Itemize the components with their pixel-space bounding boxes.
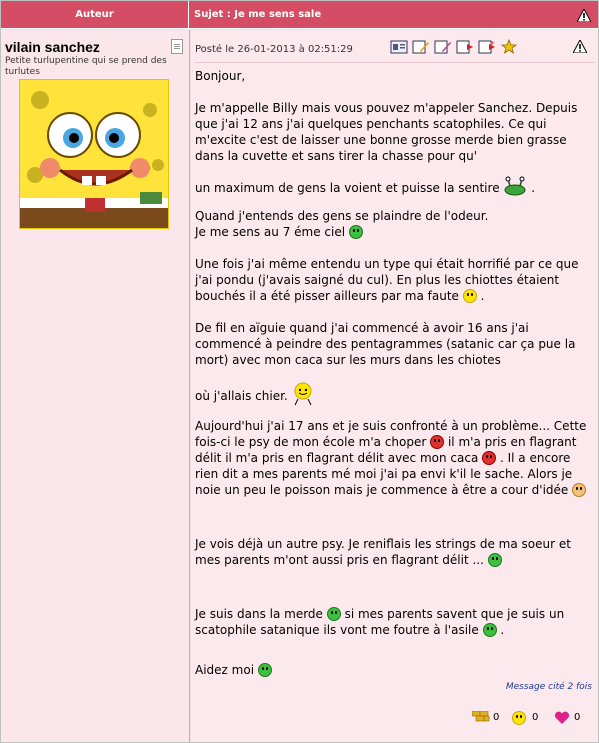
post-text: si mes parents savent que je suis un scatophile satanique ils vont me foutre à l'asile xyxy=(195,607,565,637)
post-paragraph xyxy=(195,256,595,304)
confused-smiley-icon xyxy=(572,483,586,497)
angry-smiley-icon xyxy=(430,435,444,449)
post-paragraph xyxy=(195,176,595,196)
smiley-icon xyxy=(512,711,526,725)
report-alert-icon[interactable] xyxy=(573,40,587,53)
heart-icon xyxy=(554,711,570,725)
post-text: Une fois j'ai même entendu un type qui était horrifié par ce que j'ai pondu (j'avais saigné du cul). En plus les chiottes étaient bouchés il a été pisser ailleurs par ma faute xyxy=(195,257,579,303)
reaction-count: 0 xyxy=(493,712,500,723)
post-text: Je suis dans la merde xyxy=(195,607,323,621)
post-text: . Il a encore rien dit a mes parents mé moi j'ai pa envi k'il le sache. Alors je noie un peu le poisson mais je commence à être a cour d'idée xyxy=(195,451,573,497)
meta-divider xyxy=(195,62,595,63)
post-timestamp: Posté le 26-01-2013 à 02:51:29 xyxy=(195,44,353,55)
alert-icon[interactable] xyxy=(577,9,591,22)
username[interactable]: vilain sanchez xyxy=(5,39,100,55)
sad-smiley-icon xyxy=(258,663,272,677)
post-text: . xyxy=(480,289,485,303)
sad-smiley-icon xyxy=(483,623,497,637)
dancing-smiley-icon xyxy=(292,382,314,406)
star-icon[interactable] xyxy=(500,39,518,55)
reaction-heart[interactable] xyxy=(554,710,588,726)
post-text: un maximum de gens la voient et puisse la sentire xyxy=(195,181,500,195)
sad-smiley-icon xyxy=(327,607,341,621)
sad-smiley-icon xyxy=(488,553,502,567)
subject-title: Sujet : Je me sens sale xyxy=(194,9,322,20)
reaction-blocks[interactable] xyxy=(472,710,506,726)
post-paragraph: Bonjour, xyxy=(195,69,246,83)
post-text: . xyxy=(531,181,536,195)
profile-icon[interactable] xyxy=(171,39,183,54)
post-text: il m'a pris en flagrant délit il m'a pris en flagrant délit avec mon caca xyxy=(195,435,577,465)
quote-icon[interactable] xyxy=(456,39,474,55)
user-title: Petite turlupentine qui se prend des turlutes xyxy=(5,56,167,77)
alien-smiley-icon xyxy=(503,176,527,196)
blocks-icon xyxy=(472,711,490,725)
quoted-count-link[interactable]: Message cité 2 fois xyxy=(505,682,592,692)
post-paragraph xyxy=(195,418,595,498)
table-header xyxy=(1,1,598,29)
post-paragraph xyxy=(195,606,595,638)
reaction-smiley[interactable] xyxy=(512,710,546,726)
post-panel xyxy=(191,30,598,742)
post-paragraph xyxy=(195,382,595,406)
reaction-bar xyxy=(472,710,592,726)
post-text: Je me sens au 7 éme ciel xyxy=(195,225,346,239)
grin-smiley-icon xyxy=(349,225,363,239)
multi-quote-icon[interactable] xyxy=(478,39,496,55)
post-text: Aidez moi xyxy=(195,663,255,677)
angry-smiley-icon xyxy=(482,451,496,465)
svg-text:+: + xyxy=(490,40,496,47)
reaction-count: 0 xyxy=(532,712,539,723)
author-panel xyxy=(1,30,190,742)
post-paragraph: De fil en aïguie quand j'ai commencé à avoir 16 ans j'ai commencé à peindre des pentagrammes (satanic car ça pue la mort) avec mon caca sur les murs dans les chiotes xyxy=(195,321,576,367)
post-paragraph: Je m'appelle Billy mais vous pouvez m'appeler Sanchez. Depuis que j'ai 12 ans j'ai quelques penchants scatophiles. Ce qui m'excite c'est de laisser une bonne grosse merde bien grasse dans la cuvette et sans tirer la chasse pour qu' xyxy=(195,101,578,163)
author-column-header: Auteur xyxy=(1,1,189,29)
quote-edit-icon[interactable] xyxy=(434,39,452,55)
reaction-count: 0 xyxy=(574,712,581,723)
smile-smiley-icon xyxy=(463,289,477,303)
post-paragraph xyxy=(195,224,595,240)
post-text: où j'allais chier. xyxy=(195,389,288,403)
sponge-avatar-image xyxy=(20,80,169,229)
post-text: . xyxy=(500,623,505,637)
post-paragraph: Quand j'entends des gens se plaindre de l'odeur. xyxy=(195,209,489,223)
post-paragraph xyxy=(195,536,595,568)
avatar xyxy=(19,79,169,229)
post-text: Je vois déjà un autre psy. Je reniflais les strings de ma soeur et mes parents m'ont aussi pris en flagrant délit ... xyxy=(195,537,571,567)
post-paragraph xyxy=(195,662,595,678)
profile-card-icon[interactable] xyxy=(390,39,408,55)
edit-icon[interactable] xyxy=(412,39,430,55)
post-text: Aujourd'hui j'ai 17 ans et je suis confronté à un problème... Cette fois-ci le psy de mon école m'a choper xyxy=(195,419,587,449)
